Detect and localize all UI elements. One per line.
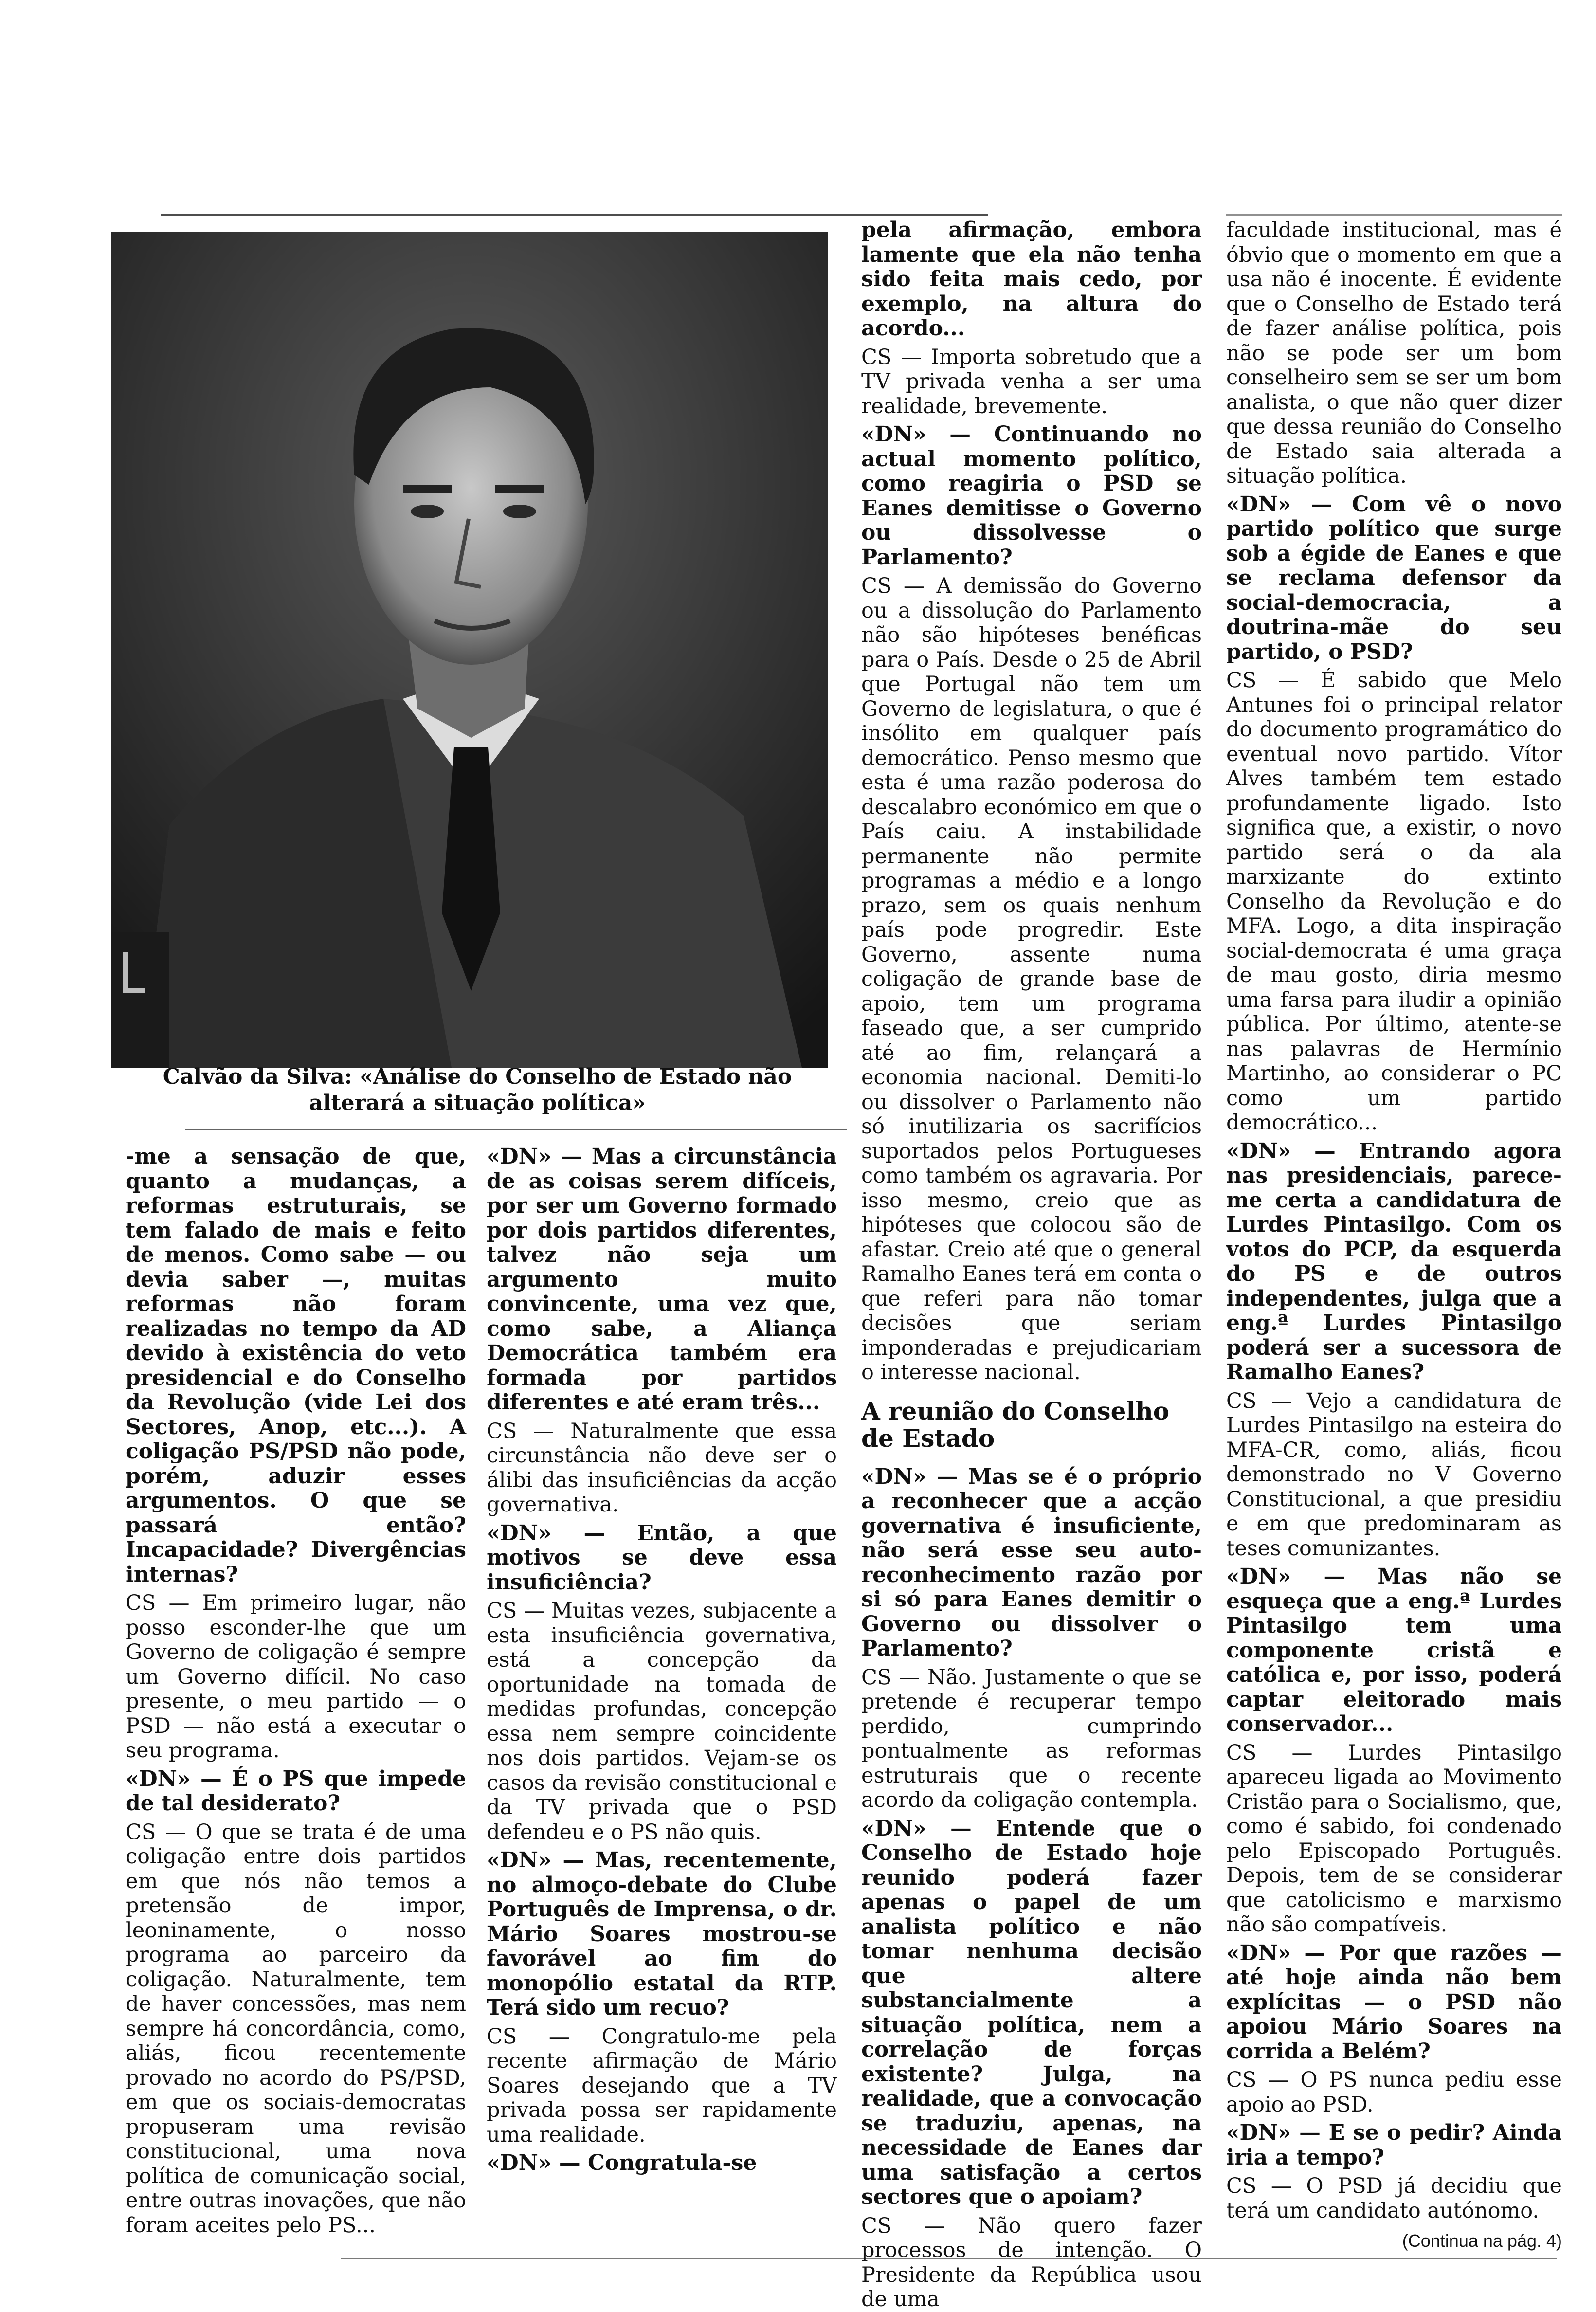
col3-question-7: «DN» — Entende que o Conselho de Estado hoje reunido poderá fazer apenas o papel de um analista político e não tomar nenhuma decisão que altere substancialmente a situação política, nem a correlação de forças existente? Julga, na realidade, que a convocação se traduziu, apenas, na necessidade de Eanes dar uma satisfação a certos sectores que o apoiam? [861,1816,1202,2209]
col4-paragraph-3: CS — É sabido que Melo Antunes foi o principal relator do documento programático do eventual novo partido. Vítor Alves também tem estado profundamente ligado. Isto significa que, a existir, o novo partido será o da ala marxizante do extinto Conselho da Revolução e do MFA. Logo, a dita inspiração social-democrata é uma graça de mau gosto, diria mesmo uma farsa para iludir a opinião pública. Por último, atente-se nas palavras de Hermínio Martinho, ao considerar o PC como um partido democrático... [1226,668,1562,1135]
col3-paragraph-6: CS — Não. Justamente o que se pretende é recuperar tempo perdido, cumprindo pontualmente as reformas estruturais que o recente acordo da coligação contempla. [861,1665,1202,1812]
col1-paragraph-2: CS — Em primeiro lugar, não posso esconder-lhe que um Governo de coligação é sempre um Governo difícil. No caso presente, o meu partido — o PSD — não está a executar o seu programa. [126,1591,466,1763]
col2-paragraph-6: CS — Congratulo-me pela recente afirmação de Mário Soares desejando que a TV privada possa ser rapidamente uma realidade. [487,2024,837,2147]
continued-note: (Continua na pág. 4) [1402,2231,1562,2251]
col3-paragraph-2: CS — Importa sobretudo que a TV privada venha a ser uma realidade, brevemente. [861,345,1202,419]
col1-question-3: «DN» — É o PS que impede de tal desiderato? [126,1766,466,1816]
section-heading: A reunião do Conselho de Estado [861,1396,1170,1453]
photo-caption [125,1064,830,1116]
col3-paragraph-4: CS — A demissão do Governo ou a dissolução do Parlamento não são hipóteses benéficas para o País. Desde o 25 de Abril que Portugal não tem um Governo de legislatura, o que é insólito em qualquer país democrático. Penso mesmo que esta é uma razão poderosa do descalabro económico em que o País caiu. A instabilidade permanente não permite programas a médio e a longo prazo, sem os quais nenhum país pode progredir. Este Governo, assente numa coligação de grande base de apoio, tem um programa faseado que, a ser cumprido até ao fim, relançará a economia nacional. Demiti-lo ou dissolver o Parlamento não só inutilizaria os sacrifícios suportados pelos Portugueses como também os agravaria. Por isso mesmo, creio que as hipóteses que colocou são de afastar. Creio até que o general Ramalho Eanes terá em conta o que referi para não tomar decisões que seriam imponderadas e prejudicariam o interesse nacional. [861,574,1202,1384]
col4-question-6: «DN» — Mas não se esqueça que a eng.ª Lurdes Pintasilgo tem uma componente cristã e católica e, por isso, poderá captar eleitorado mais conservador... [1226,1564,1562,1736]
col3-question-5: «DN» — Mas se é o próprio a reconhecer que a acção governativa é insuficiente, não será esse seu auto-reconhecimento razão por si só para Eanes demitir o Governo ou dissolver o Parlamento? [861,1464,1202,1661]
caption-quote: «Análise do Conselho de Estado não alterará a situação política» [309,1064,792,1115]
col2-question-1: «DN» — Mas a circunstância de as coisas serem difíceis, por ser um Governo formado por dois partidos diferentes, talvez não seja um argumento muito convincente, uma vez que, como sabe, a Aliança Democrática também era formada por partidos diferentes e até eram três... [487,1144,837,1415]
col4-question-8: «DN» — Por que razões — até hoje ainda não bem explícitas — o PSD não apoiou Mário Soares na corrida a Belém? [1226,1940,1562,2064]
portrait-figure-icon [111,232,828,1068]
portrait-photo [111,232,828,1068]
col4-paragraph-5: CS — Vejo a candidatura de Lurdes Pintasilgo na esteira do MFA-CR, como, aliás, ficou demonstrado no V Governo Constitucional, a que presidiu e em que predominaram as teses comunizantes. [1226,1388,1562,1561]
top-rule [161,214,988,216]
col4-paragraph-7: CS — Lurdes Pintasilgo apareceu ligada ao Movimento Cristão para o Socialismo, que, como é sabido, foi condenado pelo Episcopado Português. Depois, tem de se considerar que catolicismo e marxismo não são compatíveis. [1226,1740,1562,1937]
col2-question-3: «DN» — Então, a que motivos se deve essa insuficiência? [487,1520,837,1595]
col2-question-5: «DN» — Mas, recentemente, no almoço-debate do Clube Português de Imprensa, o dr. Mário Soares mostrou-se favorável ao fim do monopólio estatal da RTP. Terá sido um recuo? [487,1848,837,2020]
col4-question-4: «DN» — Entrando agora nas presidenciais, parece-me certa a candidatura de Lurdes Pintasilgo. Com os votos do PCP, da esquerda do PS e de outros independentes, julga que a eng.ª Lurdes Pintasilgo poderá ser a sucessora de Ramalho Eanes? [1226,1138,1562,1384]
col4-paragraph-9: CS — O PS nunca pediu esse apoio ao PSD. [1226,2068,1562,2117]
col2-question-7: «DN» — Congratula-se [487,2150,757,2175]
column-4 [1226,218,1562,2223]
caption-rule [185,1129,847,1130]
column-1 [126,1144,466,2238]
col1-paragraph-4: CS — O que se trata é de uma coligação entre dois partidos em que nós não temos a pretensão de impor, leoninamente, o nosso programa ao parceiro da coligação. Naturalmente, tem de haver concessões, mas nem sempre há concordância, como, aliás, ficou recentemente provado no acordo do PS/PSD, em que os sociais-democratas propuseram uma revisão constitucional, uma nova política de comunicação social, entre outras inovações, que não foram aceites pelo PS... [126,1820,466,2238]
col3-question-3: «DN» — Continuando no actual momento político, como reagiria o PSD se Eanes demitisse o Governo ou dissolvesse o Parlamento? [861,422,1202,570]
col4-paragraph-11: CS — O PSD já decidiu que terá um candidato autónomo. [1226,2174,1562,2223]
top-rule-right [1226,214,1562,216]
col1-paragraph-1: -me a sensação de que, quanto a mudanças, a reformas estruturais, se tem falado de mais e feito de menos. Como sabe — ou devia saber —, muitas reformas não foram realizadas no tempo da AD devido à existência do veto presidencial e do Conselho da Revolução (vide Lei dos Sectores, Anop, etc...). A coligação PS/PSD não pode, porém, aduzir esses argumentos. O que se passará então? Incapacidade? Divergências internas? [126,1144,466,1587]
col3-paragraph-8: CS — Não quero fazer processos de intenção. O Presidente da República usou de uma [861,2213,1202,2312]
caption-name: Calvão da Silva: [163,1064,352,1089]
column-3 [861,218,1202,2312]
col3-question-1: pela afirmação, embora lamente que ela não tenha sido feita mais cedo, por exemplo, na altura do acordo... [861,218,1202,341]
col4-paragraph-1: faculdade institucional, mas é óbvio que o momento em que a usa não é inocente. É evidente que o Conselho de Estado terá de fazer análise política, pois não se pode ser um bom conselheiro sem se ser um bom analista, o que não quer dizer que dessa reunião do Conselho de Estado saia alterada a situação política. [1226,218,1562,488]
column-2 [487,1145,837,2250]
col2-paragraph-4: CS — Muitas vezes, subjacente a esta insuficiência governativa, está a concepção da oportunidade na tomada de medidas profundas, concepção essa nem sempre coincidente nos dois partidos. Vejam-se os casos da revisão constitucional e da TV privada que o PSD defendeu e o PS não quis. [487,1599,837,1844]
col4-question-2: «DN» — Com vê o novo partido político que surge sob a égide de Eanes e que se reclama defensor da social-democracia, a doutrina-mãe do seu partido, o PSD? [1226,492,1562,664]
col2-paragraph-2: CS — Naturalmente que essa circunstância não deve ser o álibi das insuficiências da acção governativa. [487,1419,837,1517]
col4-question-10: «DN» — E se o pedir? Ainda iria a tempo? [1226,2120,1562,2170]
